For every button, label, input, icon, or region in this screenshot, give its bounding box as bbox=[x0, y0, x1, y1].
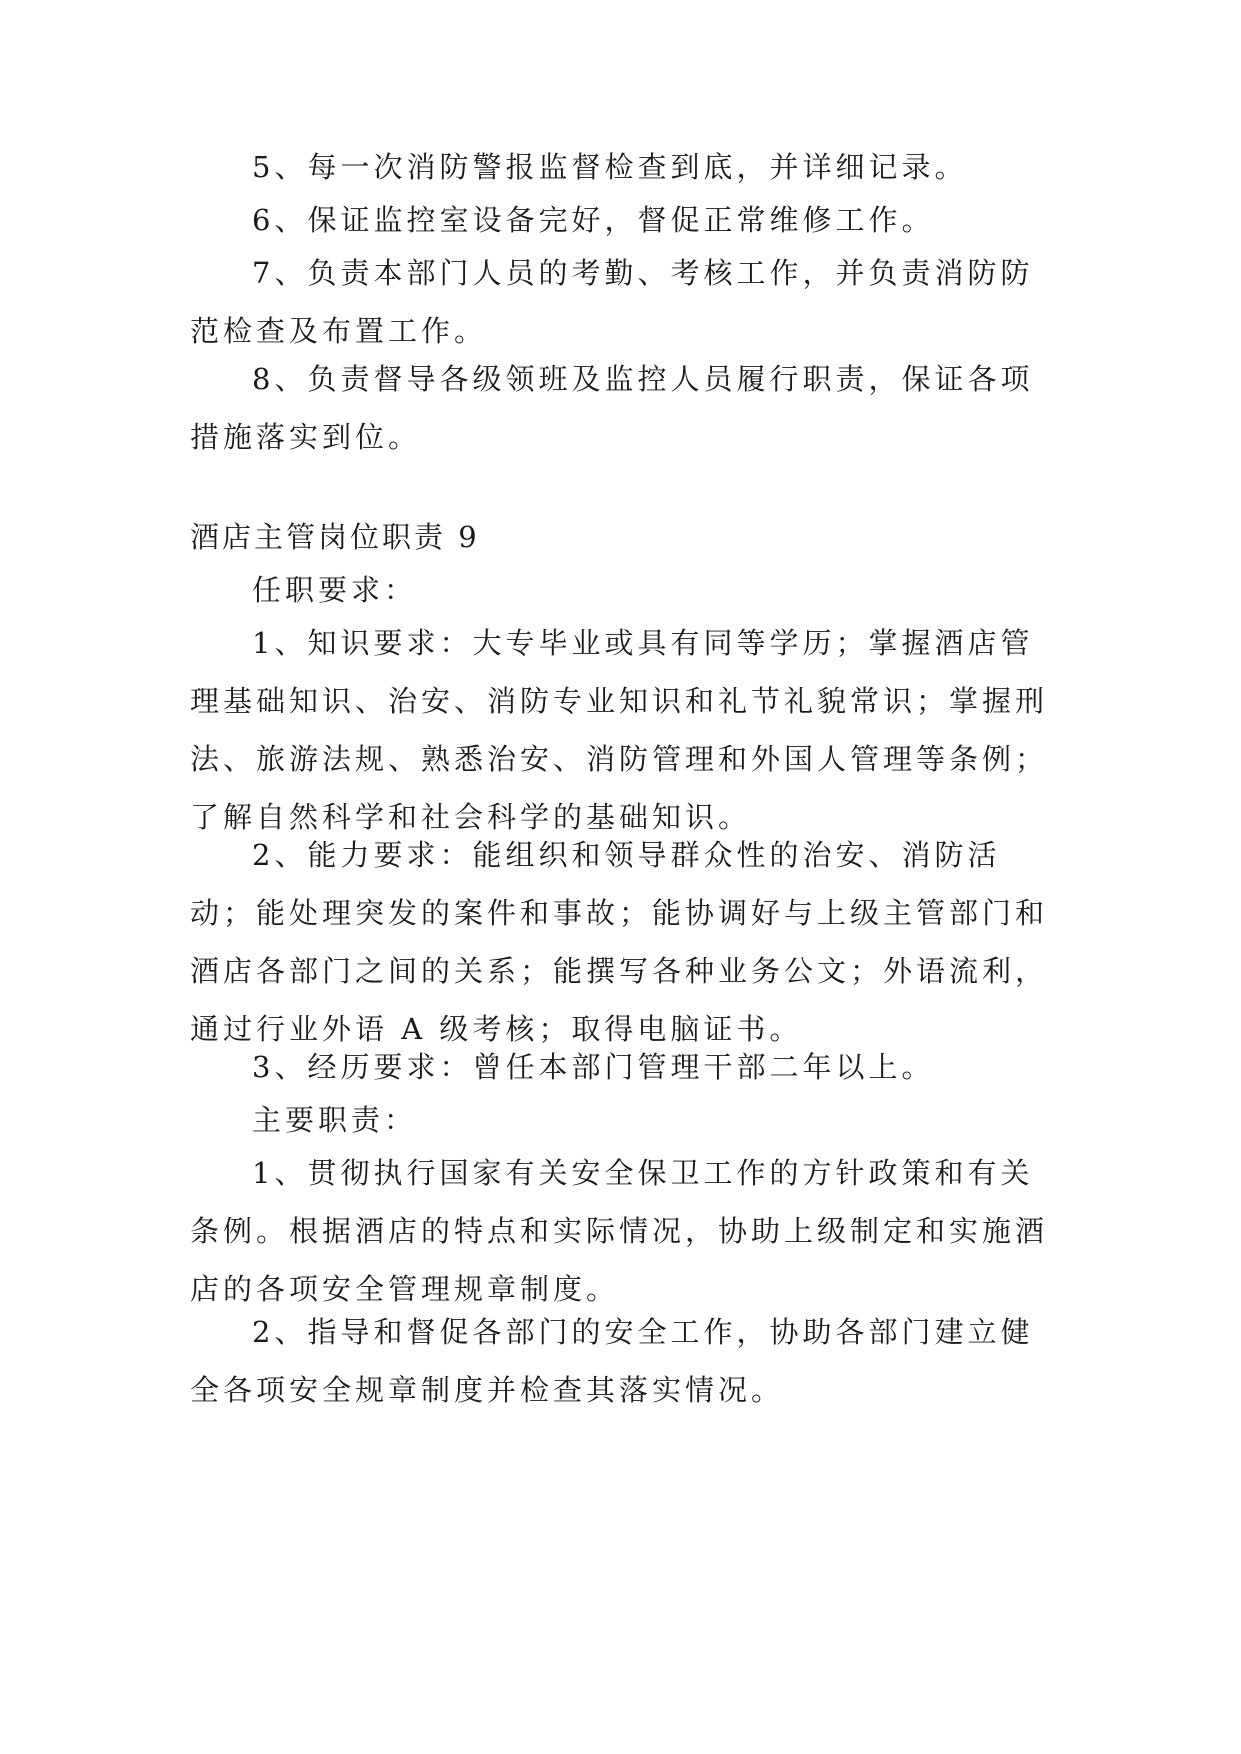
paragraph-item-7: 7、负责本部门人员的考勤、考核工作，并负责消防防范检查及布置工作。 bbox=[190, 256, 1034, 348]
requirement-experience: 3、经历要求：曾任本部门管理干部二年以上。 bbox=[252, 1050, 935, 1084]
paragraph-item-8: 8、负责督导各级领班及监控人员履行职责，保证各项措施落实到位。 bbox=[190, 362, 1034, 454]
requirement-ability: 2、能力要求：能组织和领导群众性的治安、消防活动；能处理突发的案件和事故；能协调好与上级主管部门和酒店各部门之间的关系；能撰写各种业务公文；外语流利，通过行业外语 A 级考核；取得电脑证书。 bbox=[190, 838, 1049, 1046]
paragraph-item-6: 6、保证监控室设备完好，督促正常维修工作。 bbox=[252, 203, 935, 237]
requirement-knowledge: 1、知识要求：大专毕业或具有同等学历；掌握酒店管理基础知识、治安、消防专业知识和礼节礼貌常识；掌握刑法、旅游法规、熟悉治安、消防管理和外国人管理等条例；了解自然科学和社会科学的基础知识。 bbox=[190, 626, 1049, 834]
duties-label: 主要职责： bbox=[252, 1103, 418, 1137]
section-title: 酒店主管岗位职责 9 bbox=[190, 520, 480, 554]
duty-item-1: 1、贯彻执行国家有关安全保卫工作的方针政策和有关条例。根据酒店的特点和实际情况，协助上级制定和实施酒店的各项安全管理规章制度。 bbox=[190, 1156, 1049, 1306]
requirements-label: 任职要求： bbox=[252, 573, 418, 607]
duty-item-2: 2、指导和督促各部门的安全工作，协助各部门建立健全各项安全规章制度并检查其落实情况。 bbox=[190, 1315, 1034, 1407]
paragraph-item-5: 5、每一次消防警报监督检查到底，并详细记录。 bbox=[252, 150, 968, 184]
